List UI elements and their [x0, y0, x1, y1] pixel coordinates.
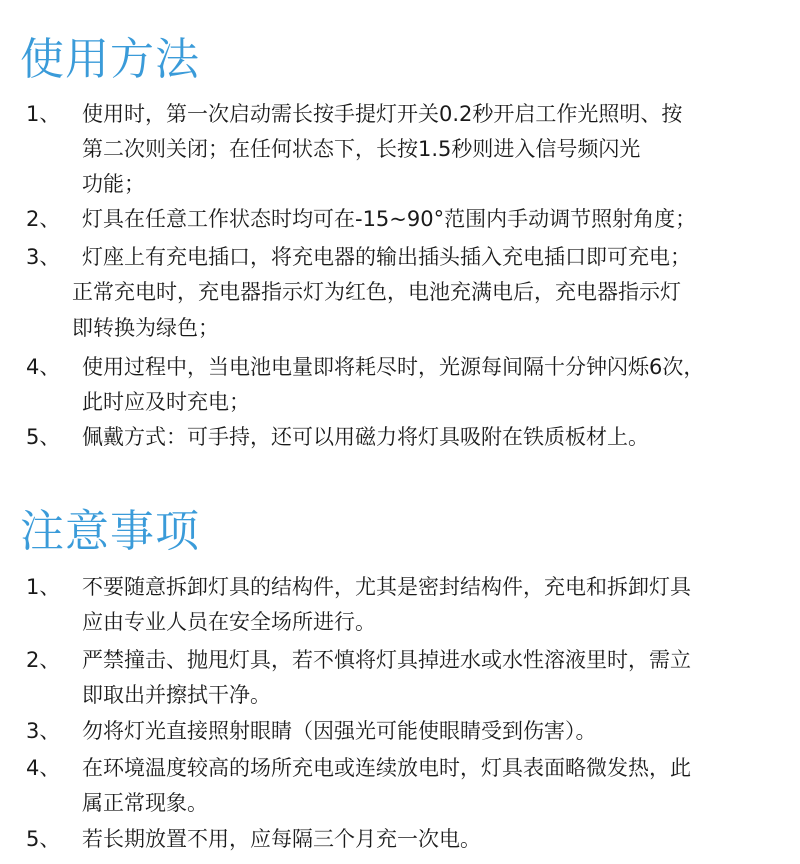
- usage-item-1-line-3: 功能；: [82, 172, 145, 196]
- notes-item-1-line-1: 不要随意拆卸灯具的结构件，尤其是密封结构件，充电和拆卸灯具: [82, 575, 691, 599]
- usage-item-5-number: 5、: [26, 425, 61, 449]
- notes-item-5-number: 5、: [26, 827, 61, 851]
- notes-item-3-line-1: 勿将灯光直接照射眼睛（因强光可能使眼睛受到伤害）。: [82, 719, 597, 743]
- usage-item-3-line-1: 灯座上有充电插口，将充电器的输出插头插入充电插口即可充电；: [82, 245, 691, 269]
- notes-item-4-line-1: 在环境温度较高的场所充电或连续放电时，灯具表面略微发热，此: [82, 756, 691, 780]
- notes-title: 注意事项: [20, 506, 200, 557]
- usage-item-1-number: 1、: [26, 102, 61, 126]
- usage-item-4-line-1: 使用过程中，当电池电量即将耗尽时，光源每间隔十分钟闪烁6次，: [82, 355, 705, 379]
- notes-item-2-line-2: 即取出并擦拭干净。: [82, 683, 271, 707]
- notes-item-2-number: 2、: [26, 648, 61, 672]
- usage-item-3-number: 3、: [26, 245, 61, 269]
- usage-item-2-line-1: 灯具在任意工作状态时均可在-15~90°范围内手动调节照射角度；: [82, 207, 697, 231]
- notes-item-3-number: 3、: [26, 719, 61, 743]
- usage-item-4-number: 4、: [26, 355, 61, 379]
- notes-item-1-number: 1、: [26, 575, 61, 599]
- usage-item-1-line-1: 使用时，第一次启动需长按手提灯开关0.2秒开启工作光照明、按: [82, 102, 683, 126]
- usage-item-5-line-1: 佩戴方式：可手持，还可以用磁力将灯具吸附在铁质板材上。: [82, 425, 649, 449]
- notes-item-5-line-1: 若长期放置不用，应每隔三个月充一次电。: [82, 827, 481, 851]
- notes-item-2-line-1: 严禁撞击、抛甩灯具，若不慎将灯具掉进水或水性溶液里时，需立: [82, 648, 691, 672]
- notes-item-4-number: 4、: [26, 756, 61, 780]
- notes-item-4-line-2: 属正常现象。: [82, 791, 208, 815]
- notes-item-1-line-2: 应由专业人员在安全场所进行。: [82, 610, 376, 634]
- usage-item-4-line-2: 此时应及时充电；: [82, 390, 250, 414]
- usage-item-2-number: 2、: [26, 207, 61, 231]
- usage-item-3-line-3: 即转换为绿色；: [72, 316, 219, 340]
- usage-title: 使用方法: [20, 34, 200, 85]
- usage-item-3-line-2: 正常充电时，充电器指示灯为红色，电池充满电后，充电器指示灯: [72, 280, 681, 304]
- usage-item-1-line-2: 第二次则关闭；在任何状态下，长按1.5秒则进入信号频闪光: [82, 137, 641, 161]
